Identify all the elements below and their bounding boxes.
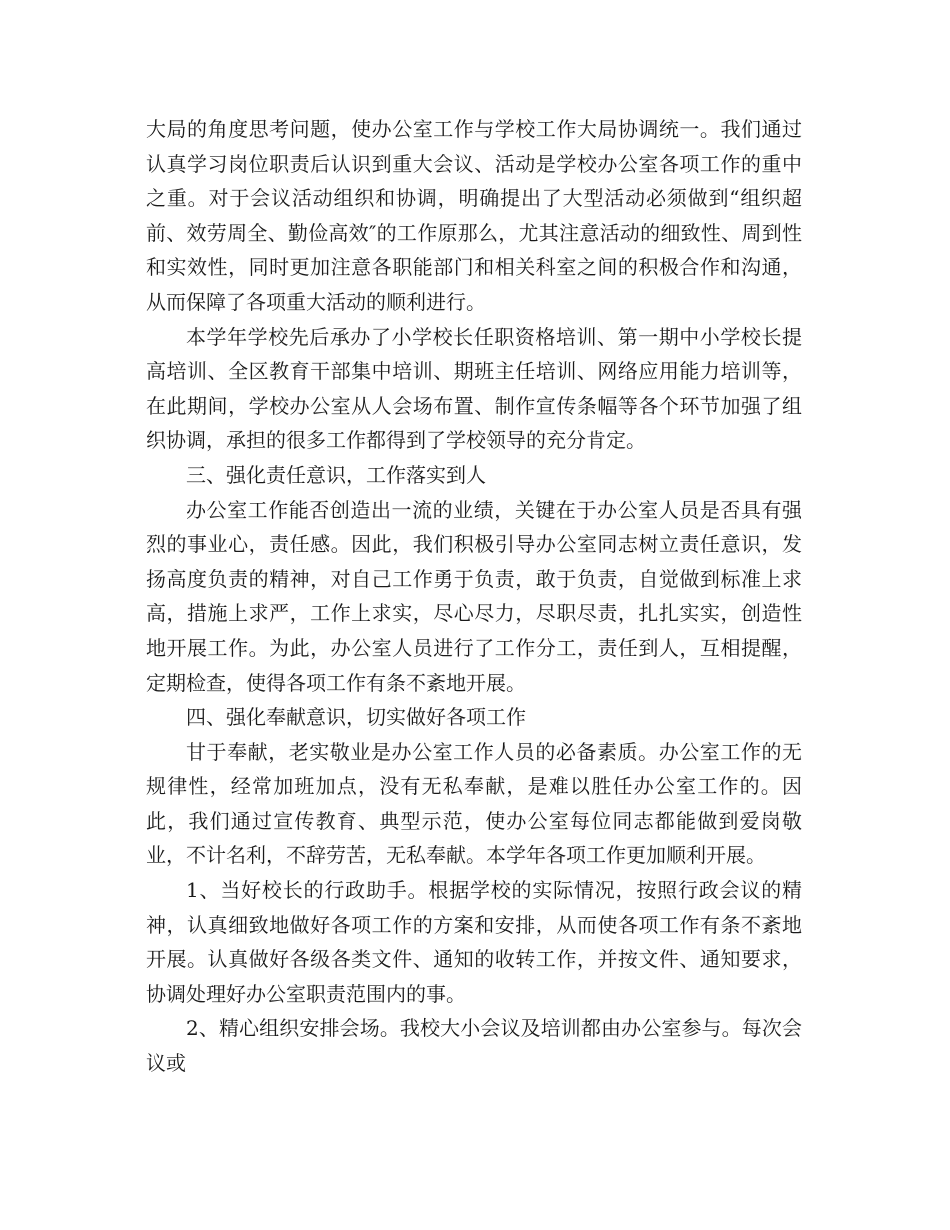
section-heading-4: 四、强化奉献意识，切实做好各项工作 [186,705,526,730]
paragraph-8: 2、精心组织安排会场。我校大小会议及培训都由办公室参与。每次会议或 [146,1016,802,1076]
paragraph-4: 办公室工作能否创造出一流的业绩，关键在于办公室人员是否具有强烈的事业心，责任感。因此，我们积极引导办公室同志树立责任意识，发扬高度负责的精神，对自己工作勇于负责，敢于负责，自觉做到标准上求高，措施上求严，工作上求实，尽心尽力，尽职尽责，扎扎实实，创造性地开展工作。为此，办公室人员进行了工作分工，责任到人，互相提醒，定期检查，使得各项工作有条不紊地开展。 [146,497,802,695]
section-heading-3: 三、强化责任意识，工作落实到人 [186,462,486,487]
paragraph-6: 甘于奉献，老实敬业是办公室工作人员的必备素质。办公室工作的无规律性，经常加班加点，没有无私奉献，是难以胜任办公室工作的。因此，我们通过宣传教育、典型示范，使办公室每位同志都能做到爱岗敬业，不计名利，不辞劳苦，无私奉献。本学年各项工作更加顺利开展。 [146,739,802,868]
paragraph-2: 本学年学校先后承办了小学校长任职资格培训、第一期中小学校长提高培训、全区教育干部集中培训、期班主任培训、网络应用能力培训等，在此期间，学校办公室从人会场布置、制作宣传条幅等各个环节加强了组织协调，承担的很多工作都得到了学校领导的充分肯定。 [146,324,802,453]
paragraph-7: 1、当好校长的行政助手。根据学校的实际情况，按照行政会议的精神，认真细致地做好各项工作的方案和安排，从而使各项工作有条不紊地开展。认真做好各级各类文件、通知的收转工作，并按文件、通知要求，协调处理好办公室职责范围内的事。 [146,878,802,1006]
document-body [146,112,802,1081]
paragraph-1: 大局的角度思考问题，使办公室工作与学校工作大局协调统一。我们通过认真学习岗位职责后认识到重大会议、活动是学校办公室各项工作的重中之重。对于会议活动组织和协调，明确提出了大型活动必须做到“组织超前、效劳周全、勤俭高效″的工作原那么，尤其注意活动的细致性、周到性和实效性，同时更加注意各职能部门和相关科室之间的积极合作和沟通，从而保障了各项重大活动的顺利进行。 [146,117,802,314]
